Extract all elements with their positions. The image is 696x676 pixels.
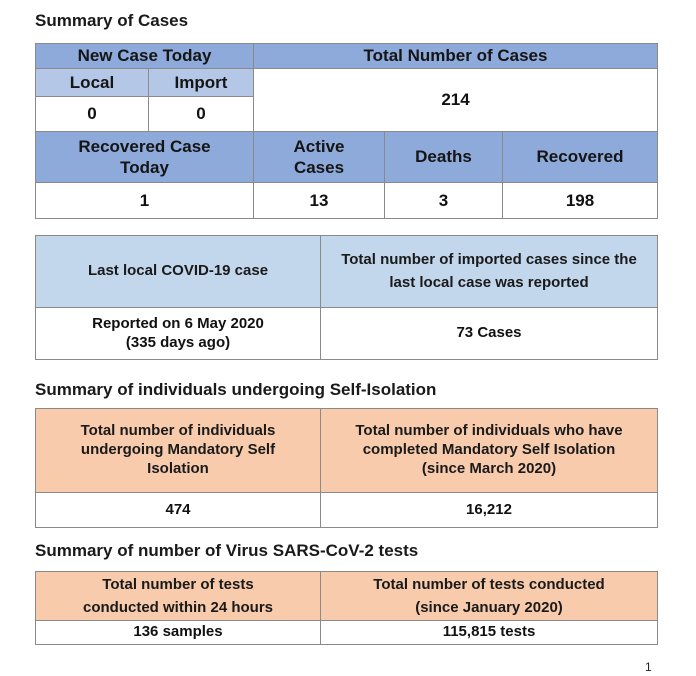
tests-table	[35, 571, 658, 645]
last-local-case-days-ago: (335 days ago)	[125, 333, 231, 351]
last-local-case-date: Reported on 6 May 2020	[92, 314, 264, 332]
undergoing-isolation-value: 474	[36, 493, 321, 528]
deaths-header: Deaths	[385, 132, 503, 183]
tests-24h-header: Total number of tests conducted within 24 hours	[36, 572, 321, 621]
local-value: 0	[36, 97, 149, 132]
tests-total-header	[321, 572, 658, 621]
tests-title: Summary of number of Virus SARS-CoV-2 tests	[35, 541, 419, 560]
deaths-value: 3	[385, 183, 503, 219]
summary-of-cases-table	[35, 43, 658, 219]
summary-of-cases-title: Summary of Cases	[35, 11, 189, 30]
active-cases-value: 13	[254, 183, 385, 219]
recovered-today-value: 1	[36, 183, 254, 219]
page-number: 1	[645, 660, 652, 674]
last-local-case-header: Last local COVID-19 case	[36, 236, 321, 308]
tests-24h-value: 136 samples	[36, 621, 321, 645]
last-local-case-table	[35, 235, 658, 360]
active-cases-header: Active Cases	[254, 132, 385, 183]
completed-isolation-header	[321, 409, 658, 493]
total-cases-value: 214	[254, 69, 658, 132]
recovered-today-header: Recovered Case Today	[36, 132, 254, 183]
total-cases-header: Total Number of Cases	[254, 44, 658, 69]
self-isolation-table	[35, 408, 658, 528]
tests-total-header-since: (since January 2020)	[415, 599, 563, 616]
new-case-today-header: New Case Today	[36, 44, 254, 69]
completed-isolation-header-since: (since March 2020)	[421, 459, 557, 477]
self-isolation-title: Summary of individuals undergoing Self-Isolation	[35, 380, 437, 399]
import-header: Import	[149, 69, 254, 97]
last-local-case-value	[36, 308, 321, 360]
imported-since-last-local-header: Total number of imported cases since the last local case was reported	[321, 236, 658, 308]
completed-isolation-header-main: Total number of individuals who have completed Mandatory Self Isolation	[355, 422, 623, 459]
completed-isolation-value: 16,212	[321, 493, 658, 528]
local-header: Local	[36, 69, 149, 97]
recovered-header: Recovered	[503, 132, 658, 183]
import-value: 0	[149, 97, 254, 132]
imported-since-last-local-value: 73 Cases	[321, 308, 658, 360]
undergoing-isolation-header: Total number of individuals undergoing Mandatory Self Isolation	[36, 409, 321, 493]
tests-total-header-main: Total number of tests conducted	[373, 575, 605, 593]
recovered-value: 198	[503, 183, 658, 219]
tests-total-value: 115,815 tests	[321, 621, 658, 645]
